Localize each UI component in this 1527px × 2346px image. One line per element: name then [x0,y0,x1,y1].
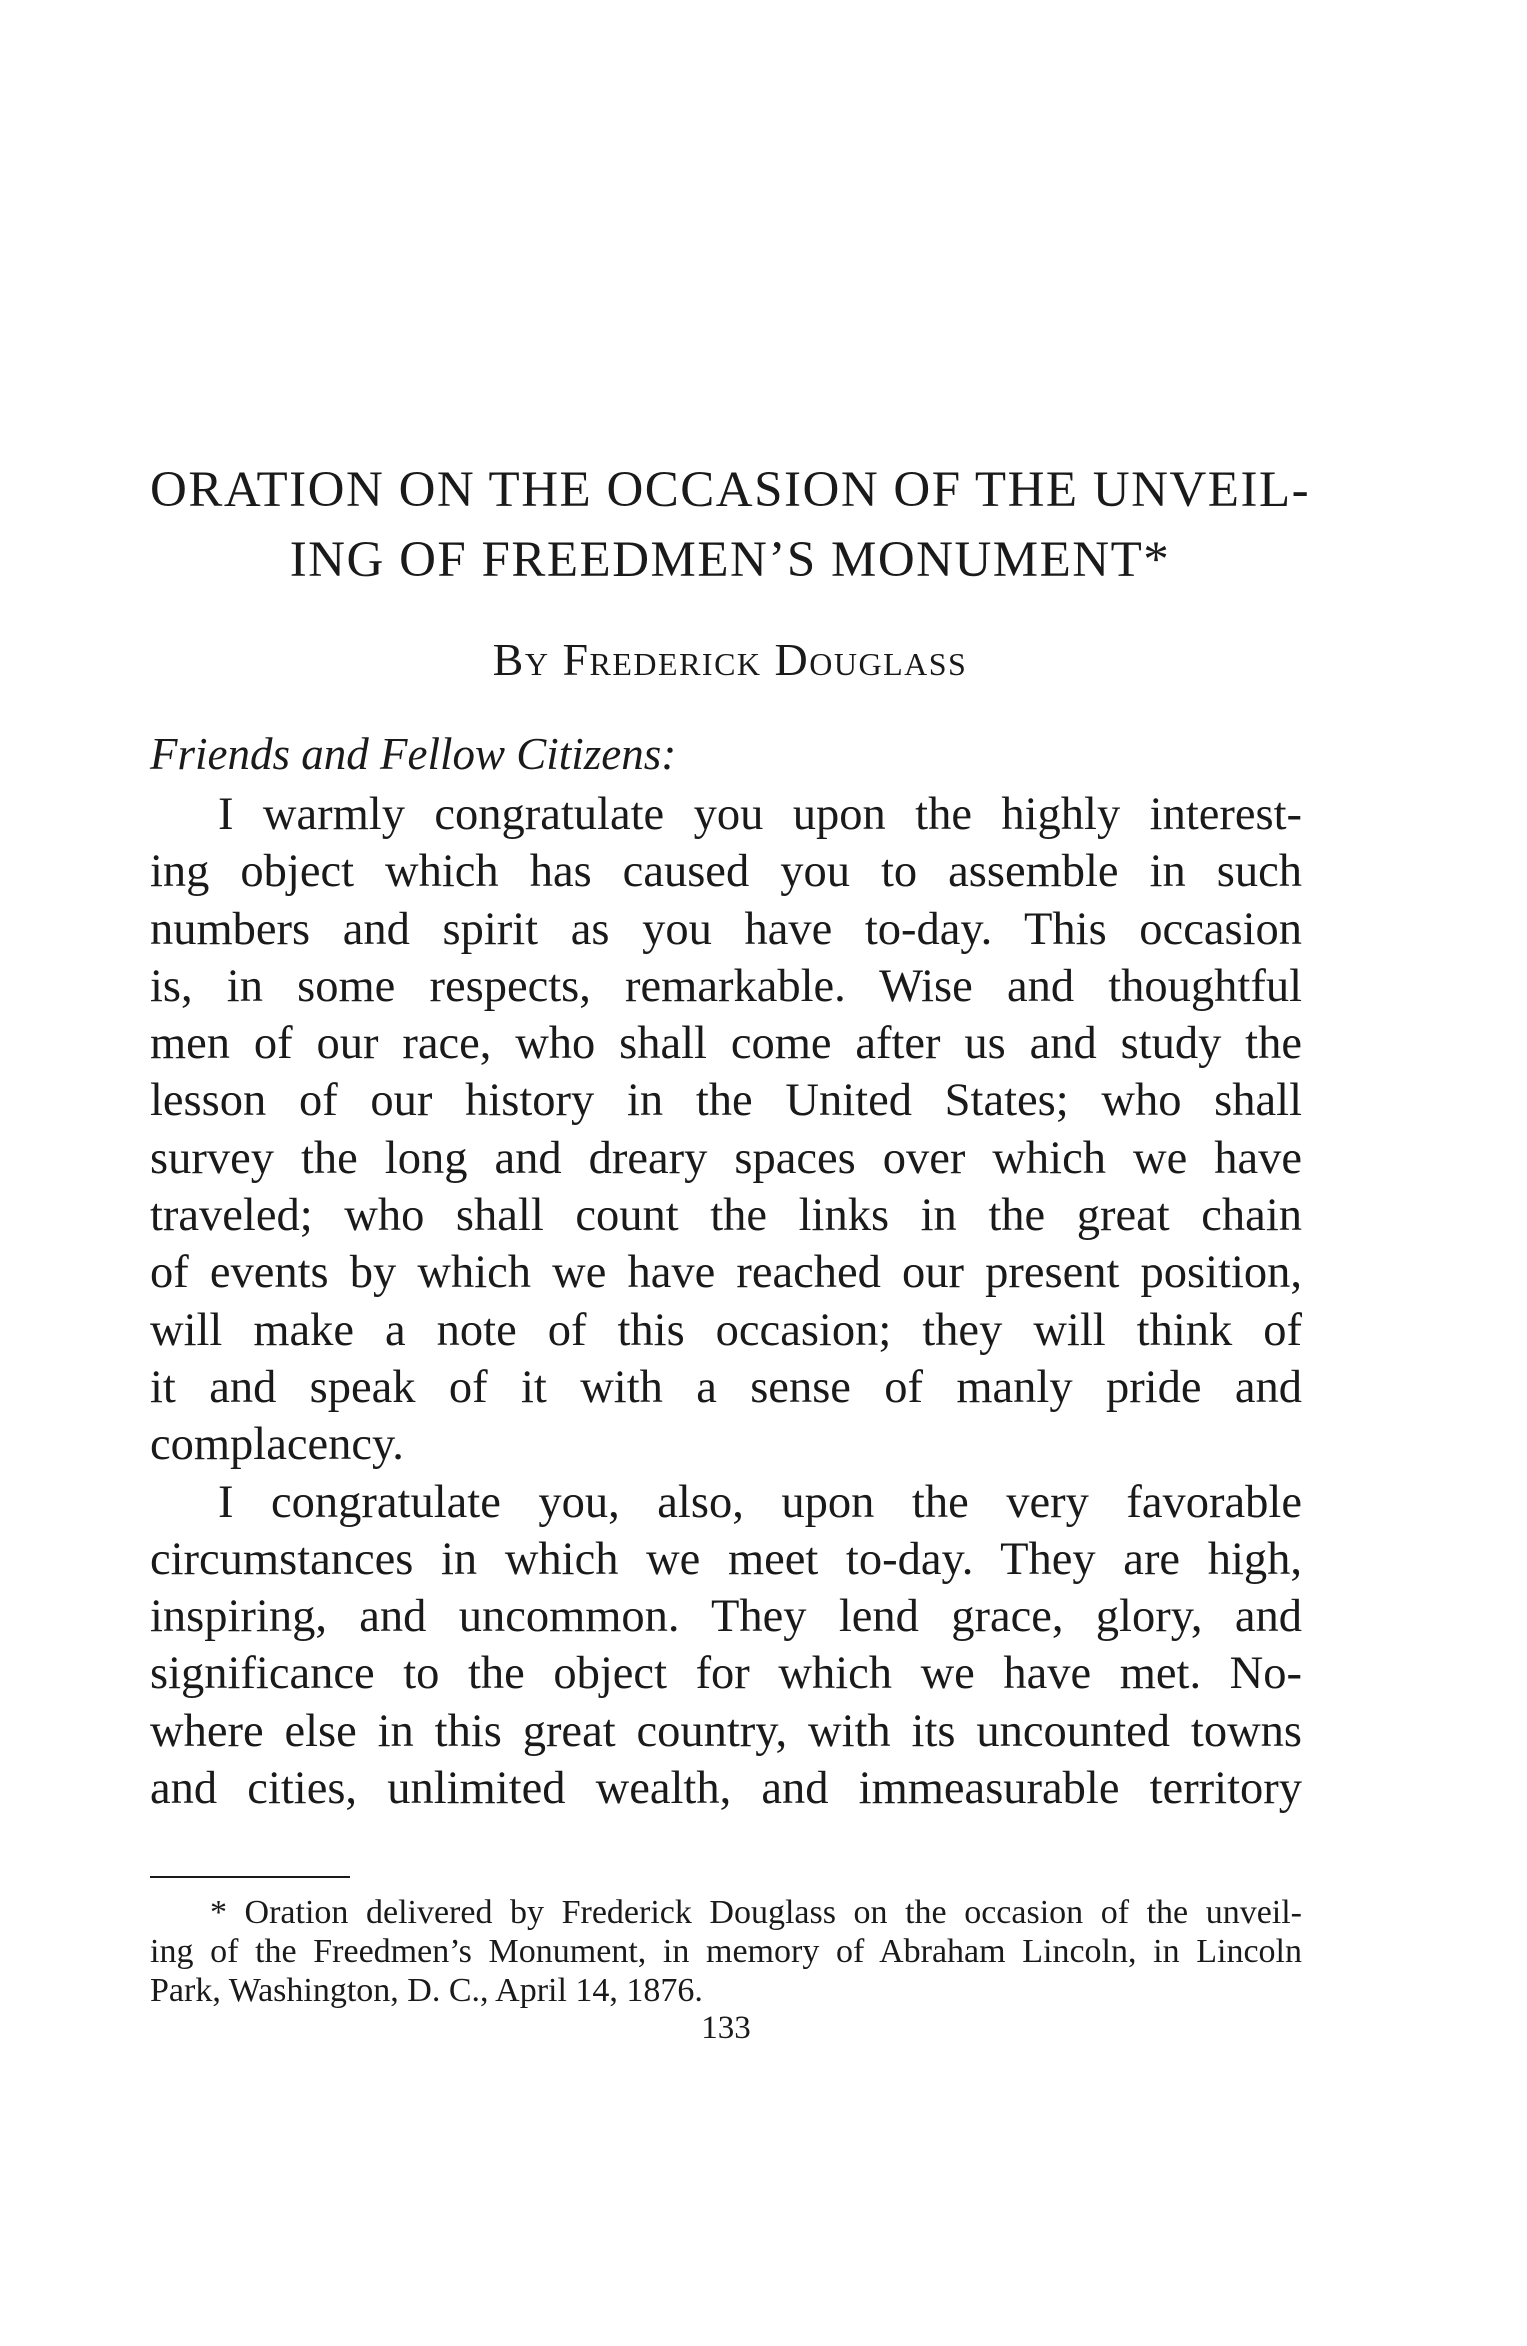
author-byline: By Frederick Douglass [492,634,968,685]
body-line: of events by which we have reached our present position, [150,1247,1302,1299]
body-line: significance to the object for which we have met. No- [150,1648,1302,1700]
body-line: inspiring, and uncommon. They lend grace, glory, and [150,1591,1302,1643]
footnote-divider [150,1876,350,1878]
body-line: is, in some respects, remarkable. Wise and thoughtful [150,960,1302,1012]
body-line: men of our race, who shall come after us and study the [150,1018,1302,1070]
footnote-line: ing of the Freedmen’s Monument, in memory of Abraham Lincoln, in Lincoln [150,1933,1302,1970]
body-line: complacency. [150,1419,404,1471]
footnote [150,1893,1302,2010]
body-line: I congratulate you, also, upon the very favorable [218,1476,1302,1528]
body-line: where else in this great country, with its uncounted towns [150,1705,1302,1757]
body-line: circumstances in which we meet to-day. They are high, [150,1533,1302,1585]
title-line-1: ORATION ON THE OCCASION OF THE UNVEIL- [150,462,1311,518]
body-line: and cities, unlimited wealth, and immeasurable territory [150,1763,1302,1815]
body-line: it and speak of it with a sense of manly pride and [150,1361,1302,1413]
page-number: 133 [701,2010,751,2046]
footnote-line: * Oration delivered by Frederick Douglass on the occasion of the unveil- [210,1894,1302,1931]
body-line: will make a note of this occasion; they will think of [150,1304,1302,1356]
body-line: survey the long and dreary spaces over which we have [150,1132,1302,1184]
body-line: numbers and spirit as you have to-day. This occasion [150,903,1302,955]
salutation: Friends and Fellow Citizens: [150,729,677,779]
body-line: ing object which has caused you to assemble in such [150,846,1302,898]
footnote-line: Park, Washington, D. C., April 14, 1876. [150,1972,703,2009]
body-line: traveled; who shall count the links in the great chain [150,1190,1302,1242]
body-line: I warmly congratulate you upon the highly interest- [218,789,1302,840]
title-line-2: ING OF FREEDMEN’S MONUMENT* [289,532,1171,588]
body-line: lesson of our history in the United States; who shall [150,1075,1302,1127]
page-title [150,455,1310,595]
body-text [150,786,1302,1817]
